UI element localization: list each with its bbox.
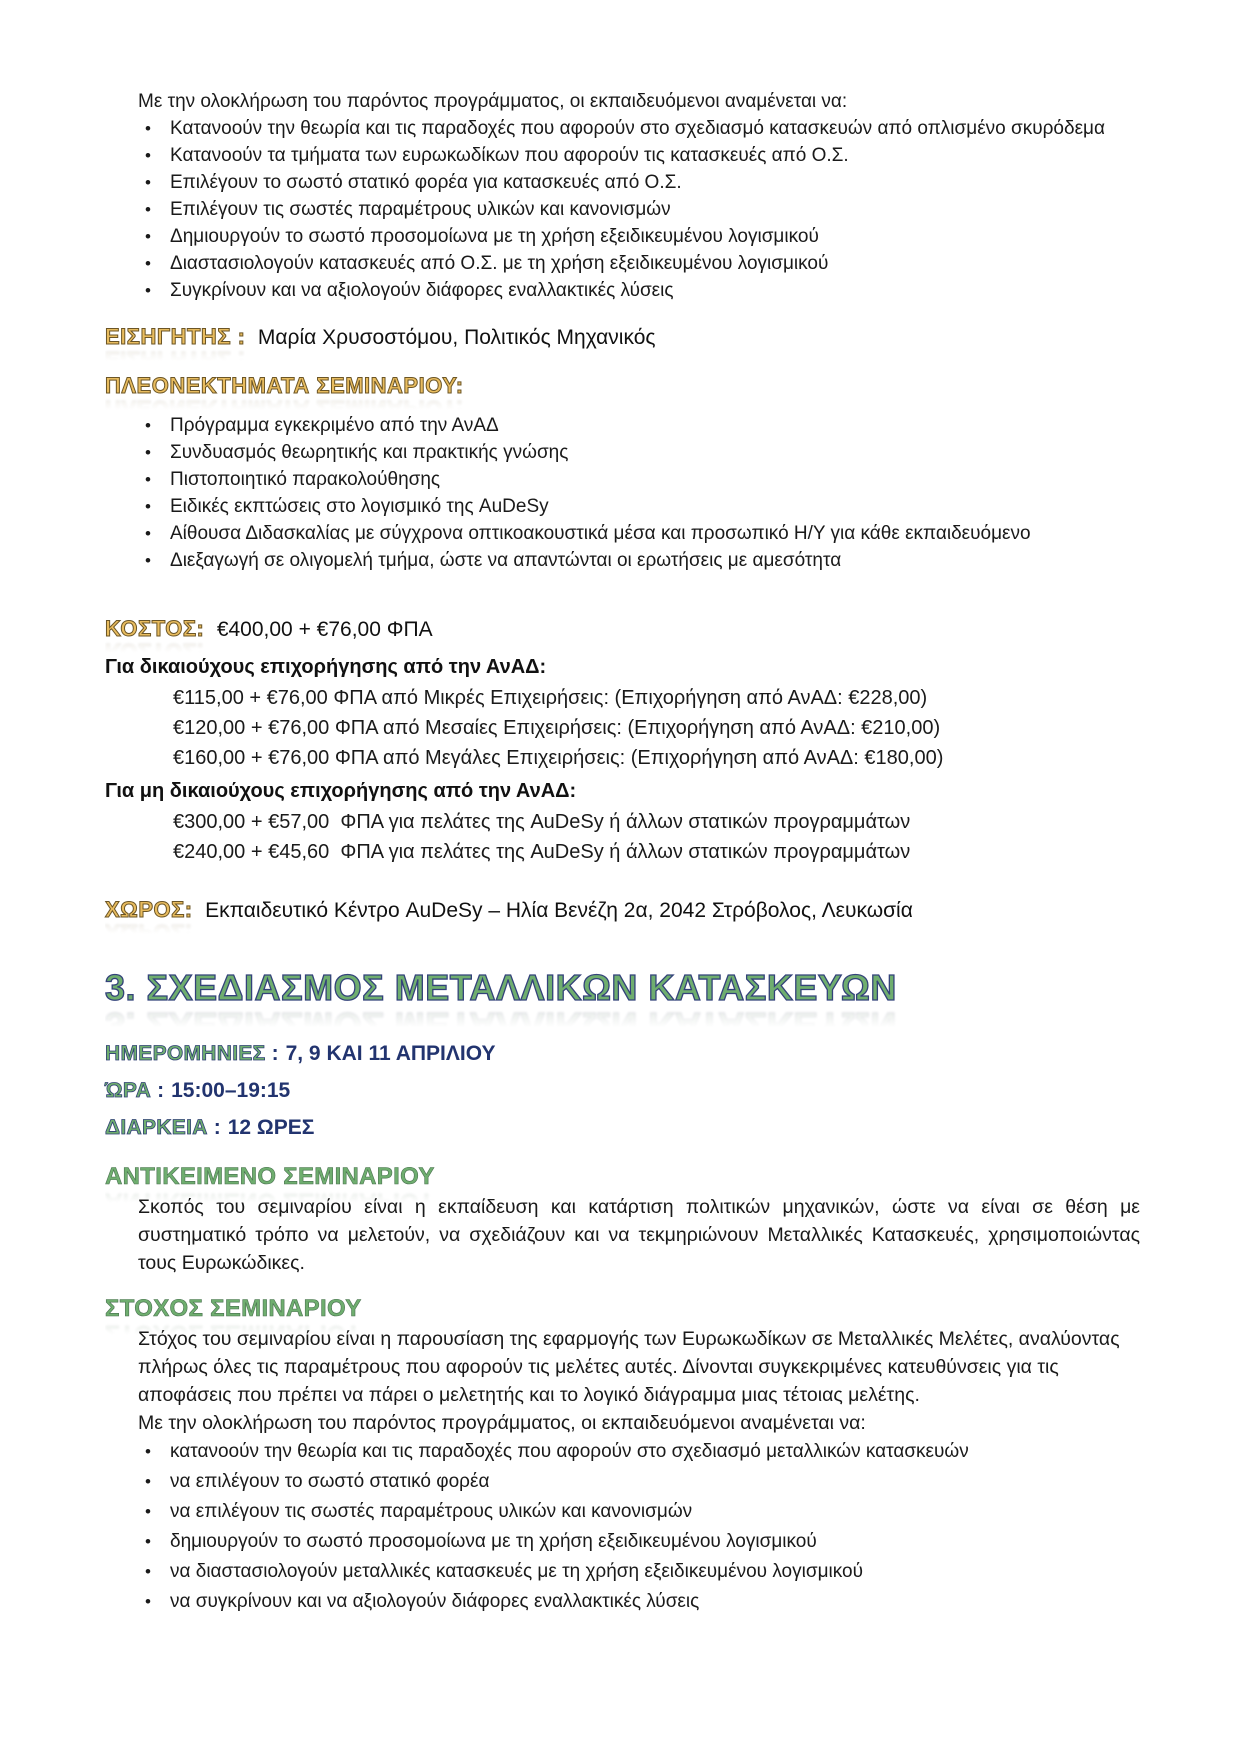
- list-item-text: Συνδυασμός θεωρητικής και πρακτικής γνώσης: [170, 442, 569, 463]
- subject-text: Σκοπός του σεμιναρίου είναι η εκπαίδευση και κατάρτιση πολιτικών μηχανικών, ώστε να είναι σε θέση με συστηματικό τρόπο να μελετούν, να σχεδιάζουν και να τεκμηριώνουν Μεταλλικές Κατασκευές, χρησιμοποιώντας τους Ευρωκώδικες.: [138, 1196, 1140, 1274]
- dates-value: 7, 9 ΚΑΙ 11 ΑΠΡΙΛΙΟΥ: [285, 1042, 496, 1065]
- list-item: [105, 493, 1140, 520]
- advantages-list: [105, 412, 1140, 574]
- bullet-icon: •: [145, 146, 151, 165]
- price-line: €120,00 + €76,00 ΦΠΑ από Μεσαίες Επιχειρήσεις: (Επιχορήγηση από ΑνΑΔ: €210,00): [173, 717, 941, 739]
- outcomes-intro-2: Με την ολοκλήρωση του παρόντος προγράμματος, οι εκπαιδευόμενοι αναμένεται να:: [138, 1412, 866, 1434]
- list-item: [105, 1527, 1140, 1557]
- list-item-text: Ειδικές εκπτώσεις στο λογισμικό της AuDeSy: [170, 496, 549, 517]
- list-item: [105, 1557, 1140, 1587]
- price-line: €160,00 + €76,00 ΦΠΑ από Μεγάλες Επιχειρήσεις: (Επιχορήγηση από ΑνΑΔ: €180,00): [173, 747, 944, 769]
- list-item: [105, 115, 1140, 142]
- list-item-text: Συγκρίνουν και να αξιολογούν διάφορες εναλλακτικές λύσεις: [170, 280, 674, 301]
- bullet-icon: •: [145, 173, 151, 192]
- time-value: 15:00–19:15: [171, 1079, 291, 1102]
- price-line: €115,00 + €76,00 ΦΠΑ από Μικρές Επιχειρήσεις: (Επιχορήγηση από ΑνΑΔ: €228,00): [173, 687, 928, 709]
- cost-row: [105, 612, 1140, 649]
- list-item-text: Πιστοποιητικό παρακολούθησης: [170, 469, 441, 490]
- list-item-text: Αίθουσα Διδασκαλίας με σύγχρονα οπτικοακουστικά μέσα και προσωπικό Η/Υ για κάθε εκπαιδευόμενο: [170, 523, 1031, 544]
- bullet-icon: •: [145, 551, 151, 570]
- list-item: [105, 1587, 1140, 1617]
- price-line: €240,00 + €45,60 ΦΠΑ για πελάτες της AuDeSy ή άλλων στατικών προγραμμάτων: [173, 841, 911, 863]
- venue-row: [105, 893, 1140, 930]
- list-item-text: Διαστασιολογούν κατασκευές από Ο.Σ. με τη χρήση εξειδικευμένου λογισμικού: [170, 253, 829, 274]
- bullet-icon: •: [145, 281, 151, 300]
- list-item-text: Διεξαγωγή σε ολιγομελή τμήμα, ώστε να απαντώνται οι ερωτήσεις με αμεσότητα: [170, 550, 842, 571]
- time-label: ΏΡΑ: [105, 1079, 152, 1102]
- list-item-text: να επιλέγουν το σωστό στατικό φορέα: [170, 1471, 490, 1492]
- list-item: [105, 277, 1140, 304]
- venue-value: Εκπαιδευτικό Κέντρο AuDeSy – Ηλία Βενέζη 2α, 2042 Στρόβολος, Λευκωσία: [205, 899, 913, 922]
- bullet-icon: •: [145, 524, 151, 543]
- list-item: [105, 439, 1140, 466]
- bullet-icon: •: [145, 1562, 151, 1581]
- duration-row: [105, 1110, 1140, 1147]
- instructor-row: [105, 320, 1140, 357]
- instructor-value: Μαρία Χρυσοστόμου, Πολιτικός Μηχανικός: [257, 326, 656, 349]
- bullet-icon: •: [145, 200, 151, 219]
- bullet-icon: •: [145, 416, 151, 435]
- list-item: [105, 520, 1140, 547]
- bullet-icon: •: [145, 1532, 151, 1551]
- bullet-icon: •: [145, 1502, 151, 1521]
- list-item: [105, 223, 1140, 250]
- section3-title: 3. ΣΧΕΔΙΑΣΜΟΣ ΜΕΤΑΛΛΙΚΩΝ ΚΑΤΑΣΚΕΥΩΝ 3. ΣΧΕΔΙΑΣΜΟΣ ΜΕΤΑΛΛΙΚΩΝ ΚΑΤΑΣΚΕΥΩΝ: [105, 966, 897, 1010]
- subsidized-heading: Για δικαιούχους επιχορήγησης από την ΑνΑΔ:: [105, 656, 547, 678]
- dates-separator: :: [271, 1042, 279, 1065]
- bullet-icon: •: [145, 1442, 151, 1461]
- list-item-text: να επιλέγουν τις σωστές παραμέτρους υλικών και κανονισμών: [170, 1501, 693, 1522]
- duration-label: ΔΙΑΡΚΕΙΑ: [105, 1116, 208, 1139]
- bullet-icon: •: [145, 443, 151, 462]
- bullet-icon: •: [145, 1472, 151, 1491]
- list-item-text: να διαστασιολογούν μεταλλικές κατασκευές με τη χρήση εξειδικευμένου λογισμικού: [170, 1561, 863, 1582]
- price-line: €300,00 + €57,00 ΦΠΑ για πελάτες της AuDeSy ή άλλων στατικών προγραμμάτων: [173, 811, 911, 833]
- bullet-icon: •: [145, 497, 151, 516]
- instructor-label: ΕΙΣΗΓΗΤΗΣ : ΕΙΣΗΓΗΤΗΣ :: [105, 320, 245, 354]
- list-item-text: Κατανοούν την θεωρία και τις παραδοχές που αφορούν στο σχεδιασμό κατασκευών από οπλισμένο σκυρόδεμα: [170, 118, 1105, 139]
- list-item-text: Κατανοούν τα τμήματα των ευρωκωδίκων που αφορούν τις κατασκευές από Ο.Σ.: [170, 145, 849, 166]
- goal-text: Στόχος του σεμιναρίου είναι η παρουσίαση της εφαρμογής των Ευρωκωδίκων σε Μεταλλικές Μελέτες, αναλύοντας πλήρως όλες τις παραμέτρους που αφορούν τις μελέτες αυτές. Δίνονται συγκεκριμένες κατευθύνσεις για τις αποφάσεις που πρέπει να πάρει ο μελετητής και το λογικό διάγραμμα μιας τέτοιας μελέτης.: [138, 1328, 1120, 1406]
- list-item: [105, 547, 1140, 574]
- cost-value: €400,00 + €76,00 ΦΠΑ: [216, 618, 433, 641]
- list-item: [105, 169, 1140, 196]
- subject-heading: ΑΝΤΙΚΕΙΜΕΝΟ ΣΕΜΙΝΑΡΙΟΥ ΑΝΤΙΚΕΙΜΕΝΟ ΣΕΜΙΝΑΡΙΟΥ: [105, 1161, 435, 1193]
- list-item-text: κατανοούν την θεωρία και τις παραδοχές που αφορούν στο σχεδιασμό μεταλλικών κατασκευών: [170, 1441, 969, 1462]
- bullet-icon: •: [145, 119, 151, 138]
- bullet-icon: •: [145, 1592, 151, 1611]
- list-item: [105, 1437, 1140, 1467]
- advantages-heading-row: [105, 369, 1140, 406]
- list-item-text: δημιουργούν το σωστό προσομοίωνα με τη χρήση εξειδικευμένου λογισμικού: [170, 1531, 817, 1552]
- dates-row: [105, 1036, 1140, 1073]
- list-item: [105, 1467, 1140, 1497]
- goal-heading: ΣΤΟΧΟΣ ΣΕΜΙΝΑΡΙΟΥ ΣΤΟΧΟΣ ΣΕΜΙΝΑΡΙΟΥ: [105, 1293, 362, 1325]
- time-separator: :: [157, 1079, 165, 1102]
- bullet-icon: •: [145, 470, 151, 489]
- steel-outcomes-list: [105, 1437, 1140, 1617]
- bullet-icon: •: [145, 254, 151, 273]
- list-item: [105, 1497, 1140, 1527]
- list-item: [105, 250, 1140, 277]
- duration-value: 12 ΩΡΕΣ: [227, 1116, 315, 1139]
- time-row: [105, 1073, 1140, 1110]
- bullet-icon: •: [145, 227, 151, 246]
- advantages-label: ΠΛΕΟΝΕΚΤΗΜΑΤΑ ΣΕΜΙΝΑΡΙΟΥ: ΠΛΕΟΝΕΚΤΗΜΑΤΑ ΣΕΜΙΝΑΡΙΟΥ:: [105, 369, 464, 403]
- list-item: [105, 412, 1140, 439]
- list-item-text: να συγκρίνουν και να αξιολογούν διάφορες εναλλακτικές λύσεις: [170, 1591, 700, 1612]
- venue-label: ΧΩΡΟΣ: ΧΩΡΟΣ:: [105, 893, 193, 927]
- list-item-text: Επιλέγουν το σωστό στατικό φορέα για κατασκευές από Ο.Σ.: [170, 172, 682, 193]
- list-item-text: Επιλέγουν τις σωστές παραμέτρους υλικών και κανονισμών: [170, 199, 671, 220]
- non-subsidized-heading: Για μη δικαιούχους επιχορήγησης από την ΑνΑΔ:: [105, 780, 577, 802]
- list-item-text: Πρόγραμμα εγκεκριμένο από την ΑνΑΔ: [170, 415, 499, 436]
- list-item: [105, 466, 1140, 493]
- list-item: [105, 142, 1140, 169]
- dates-label: ΗΜΕΡΟΜΗΝΙΕΣ: [105, 1042, 266, 1065]
- list-item: [105, 196, 1140, 223]
- outcomes-intro: Με την ολοκλήρωση του παρόντος προγράμματος, οι εκπαιδευόμενοι αναμένεται να:: [138, 91, 848, 112]
- concrete-outcomes-list: [105, 115, 1140, 304]
- duration-separator: :: [213, 1116, 221, 1139]
- cost-label: ΚΟΣΤΟΣ: ΚΟΣΤΟΣ:: [105, 612, 204, 646]
- list-item-text: Δημιουργούν το σωστό προσομοίωνα με τη χρήση εξειδικευμένου λογισμικού: [170, 226, 819, 247]
